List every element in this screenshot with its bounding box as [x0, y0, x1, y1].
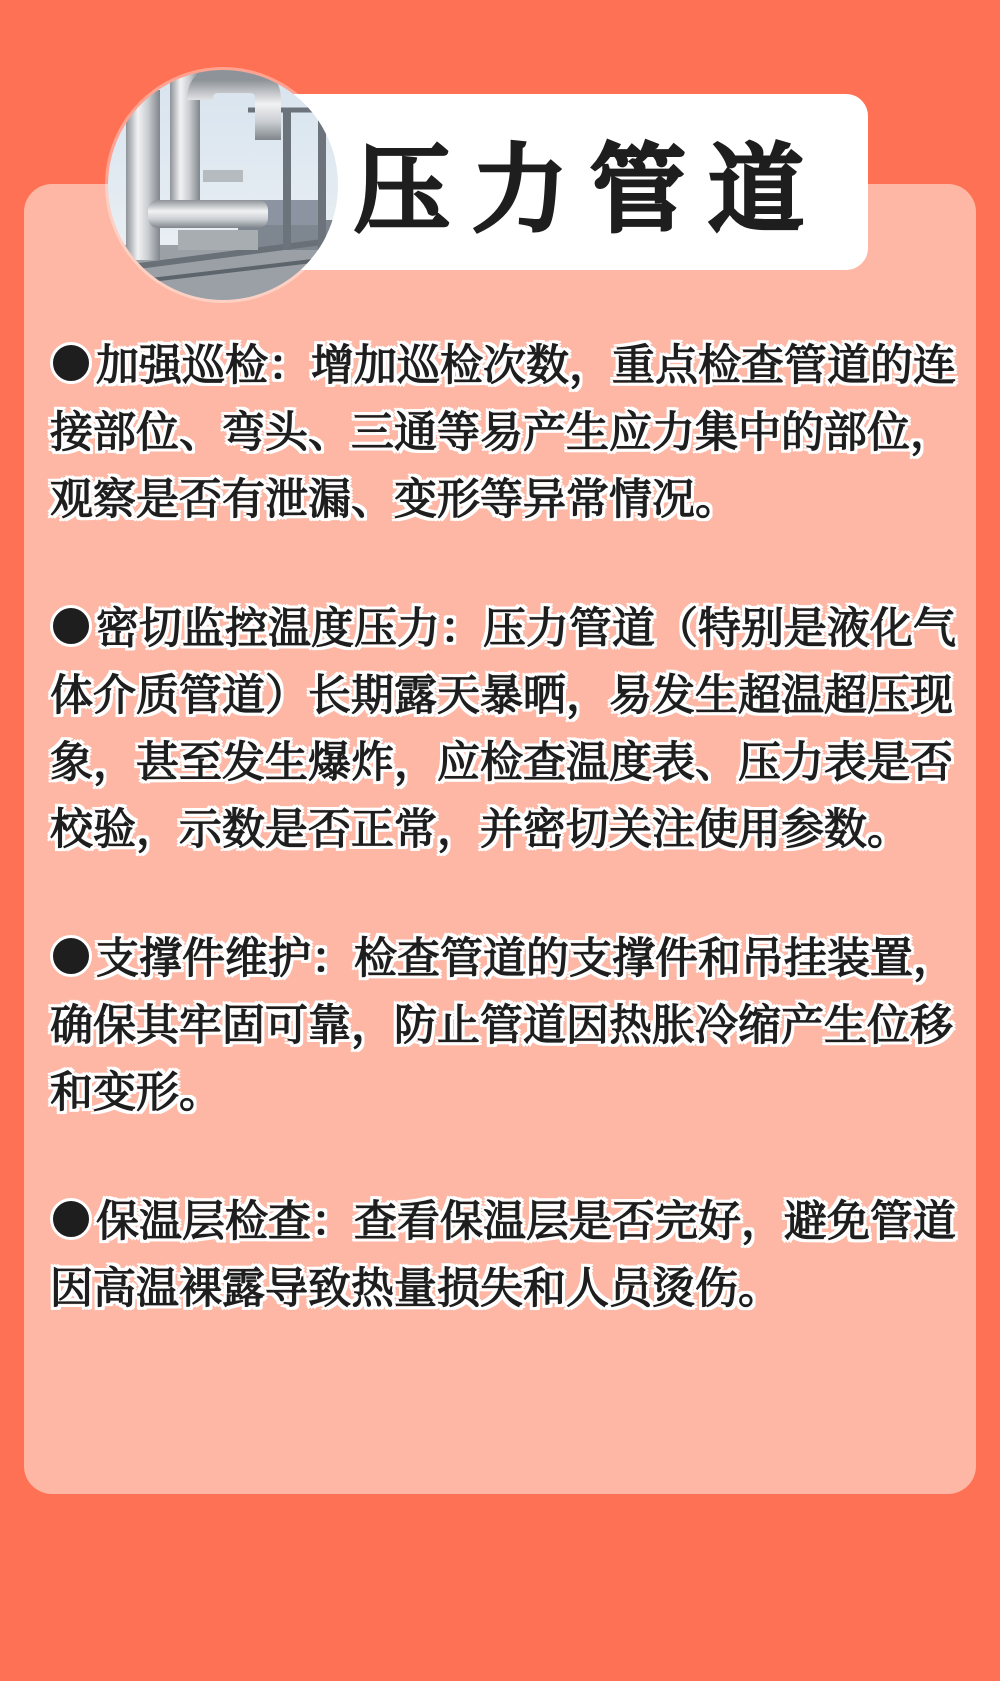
bullet-icon — [50, 342, 92, 384]
industrial-pipes-photo-icon — [108, 70, 338, 300]
tip-body: 增加巡检次数，重点检查管道的连接部位、弯头、三通等易产生应力集中的部位，观察是否有泄漏、变形等异常情况。 — [50, 341, 956, 525]
tip-monitoring — [50, 596, 966, 864]
tip-heading: 密切监控温度压力： — [96, 604, 483, 654]
tip-body: 检查管道的支撑件和吊挂装置，确保其牢固可靠，防止管道因热胀冷缩产生位移和变形。 — [50, 934, 956, 1118]
bullet-icon — [50, 1198, 92, 1240]
tip-insulation — [50, 1189, 966, 1323]
tip-heading: 加强巡检： — [96, 341, 311, 391]
tip-heading: 保温层检查： — [96, 1197, 354, 1247]
pipes-photo — [108, 70, 338, 300]
bullet-icon — [50, 605, 92, 647]
page-title: 压力管道 — [354, 133, 826, 246]
tips-list — [50, 333, 966, 1385]
tip-body: 压力管道（特别是液化气体介质管道）长期露天暴晒，易发生超温超压现象，甚至发生爆炸，应检查温度表、压力表是否校验，示数是否正常，并密切关注使用参数。 — [50, 604, 956, 855]
tip-heading: 支撑件维护： — [96, 934, 354, 984]
tip-inspection — [50, 333, 966, 534]
bullet-icon — [50, 935, 92, 977]
tip-support — [50, 926, 966, 1127]
tip-body: 查看保温层是否完好，避免管道因高温裸露导致热量损失和人员烫伤。 — [50, 1197, 956, 1314]
